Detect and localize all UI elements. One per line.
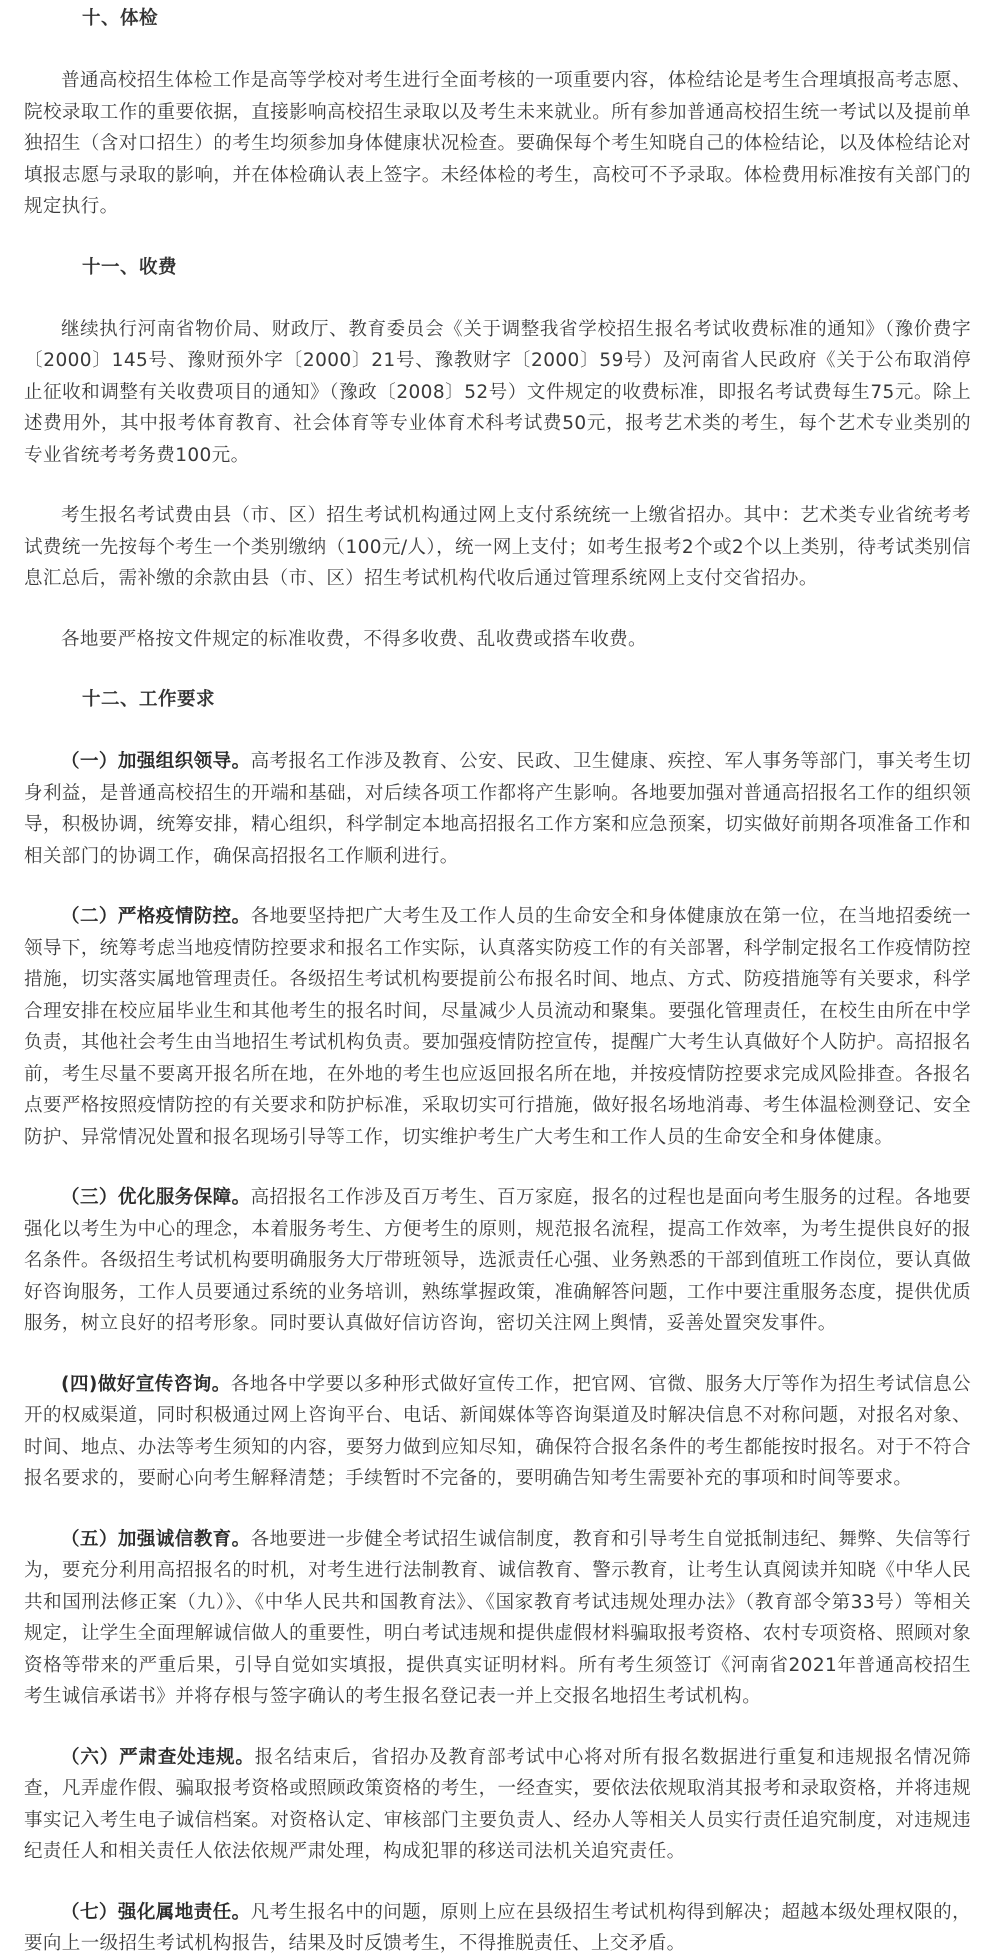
paragraph (24, 1182, 971, 1340)
paragraph-lead: （五）加强诚信教育。 (61, 1528, 251, 1550)
paragraph-text: 报名结束后，省招办及教育部考试中心将对所有报名数据进行重复和违规报名情况筛查，凡弄虚作假、骗取报考资格或照顾政策资格的考生，一经查实，要依法依规取消其报考和录取资格，并将违规事实记入考生电子诚信档案。对资格认定、审核部门主要负责人、经办人等相关人员实行责任追究制度，对违规违纪责任人和相关责任人依法依规严肃处理，构成犯罪的移送司法机关追究责任。 (24, 1746, 971, 1862)
paragraph-text: 各地各中学要以多种形式做好宣传工作，把官网、官微、服务大厅等作为招生考试信息公开的权威渠道，同时积极通过网上咨询平台、电话、新闻媒体等咨询渠道及时解决信息不对称问题，对报名对象、时间、地点、办法等考生须知的内容，要努力做到应知尽知，确保符合报名条件的考生都能按时报名。对于不符合报名要求的，要耐心向考生解释清楚；手续暂时不完备的，要明确告知考生需要补充的事项和时间等要求。 (24, 1373, 971, 1489)
paragraph (24, 314, 971, 472)
paragraph-text: 普通高校招生体检工作是高等学校对考生进行全面考核的一项重要内容，体检结论是考生合理填报高考志愿、院校录取工作的重要依据，直接影响高校招生录取以及考生未来就业。所有参加普通高校招生统一考试以及提前单独招生（含对口招生）的考生均须参加身体健康状况检查。要确保每个考生知晓自己的体检结论，以及体检结论对填报志愿与录取的影响，并在体检确认表上签字。未经体检的考生，高校可不予录取。体检费用标准按有关部门的规定执行。 (24, 70, 971, 217)
paragraph-text: 各地要进一步健全考试招生诚信制度，教育和引导考生自觉抵制违纪、舞弊、失信等行为，要充分利用高招报名的时机，对考生进行法制教育、诚信教育、警示教育，让考生认真阅读并知晓《中华人民共和国刑法修正案（九）》、《中华人民共和国教育法》、《国家教育考试违规处理办法》（教育部令第33号）等相关规定，让学生全面理解诚信做人的重要性，明白考试违规和提供虚假材料骗取报考资格、农村专项资格、照顾对象资格等带来的严重后果，引导自觉如实填报，提供真实证明材料。所有考生须签订《河南省2021年普通高校招生考生诚信承诺书》并将存根与签字确认的考生报名登记表一并上交报名地招生考试机构。 (24, 1528, 971, 1707)
paragraph (24, 624, 971, 656)
paragraph-text: 各地要严格按文件规定的标准收费，不得多收费、乱收费或搭车收费。 (61, 628, 647, 650)
paragraph-lead: (四)做好宣传咨询。 (61, 1373, 231, 1395)
paragraph-lead: （七）强化属地责任。 (61, 1901, 251, 1923)
paragraph-lead: （二）严格疫情防控。 (61, 906, 251, 927)
paragraph-lead: （一）加强组织领导。 (61, 751, 251, 772)
paragraph-text: 考生报名考试费由县（市、区）招生考试机构通过网上支付系统统一上缴省招办。其中：艺术类专业省统考考试费统一先按每个考生一个类别缴纳（100元/人），统一网上支付；如考生报考2个或2个以上类别，待考试类别信息汇总后，需补缴的余款由县（市、区）招生考试机构代收后通过管理系统网上支付交省招办。 (24, 505, 971, 589)
paragraph-text: 高招报名工作涉及百万考生、百万家庭，报名的过程也是面向考生服务的过程。各地要强化以考生为中心的理念，本着服务考生、方便考生的原则，规范报名流程，提高工作效率，为考生提供良好的报名条件。各级招生考试机构要明确服务大厅带班领导，选派责任心强、业务熟悉的干部到值班工作岗位，要认真做好咨询服务，工作人员要通过系统的业务培训，熟练掌握政策，准确解答问题，工作中要注重服务态度，提供优质服务，树立良好的招考形象。同时要认真做好信访咨询，密切关注网上舆情，妥善处置突发事件。 (24, 1187, 971, 1334)
paragraph-text: 继续执行河南省物价局、财政厅、教育委员会《关于调整我省学校招生报名考试收费标准的通知》（豫价费字〔2000〕145号、豫财预外字〔2000〕21号、豫教财字〔2000〕59号）及河南省人民政府《关于公布取消停止征收和调整有关收费项目的通知》（豫政〔2008〕52号）文件规定的收费标准，即报名考试费每生75元。除上述费用外，其中报考体育教育、社会体育等专业体育术科考试费50元，报考艺术类的考生，每个艺术专业类别的专业省统考考务费100元。 (24, 318, 971, 466)
paragraph-text: 各地要坚持把广大考生及工作人员的生命安全和身体健康放在第一位，在当地招委统一领导下，统筹考虑当地疫情防控要求和报名工作实际，认真落实防疫工作的有关部署，科学制定报名工作疫情防控措施，切实落实属地管理责任。各级招生考试机构要提前公布报名时间、地点、方式、防疫措施等有关要求，科学合理安排在校应届毕业生和其他考生的报名时间，尽量减少人员流动和聚集。要强化管理责任，在校生由所在中学负责，其他社会考生由当地招生考试机构负责。要加强疫情防控宣传，提醒广大考生认真做好个人防护。高招报名前，考生尽量不要离开报名所在地，在外地的考生也应返回报名所在地，并按疫情防控要求完成风险排查。各报名点要严格按照疫情防控的有关要求和防护标准，采取切实可行措施，做好报名场地消毒、考生体温检测登记、安全防护、异常情况处置和报名现场引导等工作，切实维护考生广大考生和工作人员的生命安全和身体健康。 (24, 906, 971, 1148)
paragraph (24, 746, 971, 872)
section-heading-physical-exam: 十、体检 (82, 8, 159, 29)
paragraph (24, 1524, 971, 1713)
section-heading-work-requirements: 十二、工作要求 (82, 689, 216, 710)
paragraph (24, 500, 971, 595)
paragraph (24, 1369, 971, 1495)
paragraph-text: 高考报名工作涉及教育、公安、民政、卫生健康、疾控、军人事务等部门，事关考生切身利益，是普通高校招生的开端和基础，对后续各项工作都将产生影响。各地要加强对普通高招报名工作的组织领导，积极协调，统筹安排，精心组织，科学制定本地高招报名工作方案和应急预案，切实做好前期各项准备工作和相关部门的协调工作，确保高招报名工作顺利进行。 (24, 751, 971, 867)
paragraph (24, 1897, 971, 1960)
paragraph (24, 901, 971, 1153)
paragraph (24, 1742, 971, 1868)
paragraph-text: 凡考生报名中的问题，原则上应在县级招生考试机构得到解决；超越本级处理权限的，要向上一级招生考试机构报告，结果及时反馈考生，不得推脱责任、上交矛盾。 (24, 1901, 971, 1954)
paragraph-lead: （三）优化服务保障。 (61, 1187, 251, 1208)
section-heading-fees: 十一、收费 (82, 256, 178, 278)
paragraph (24, 65, 971, 223)
paragraph-lead: （六）严肃查处违规。 (61, 1746, 255, 1768)
